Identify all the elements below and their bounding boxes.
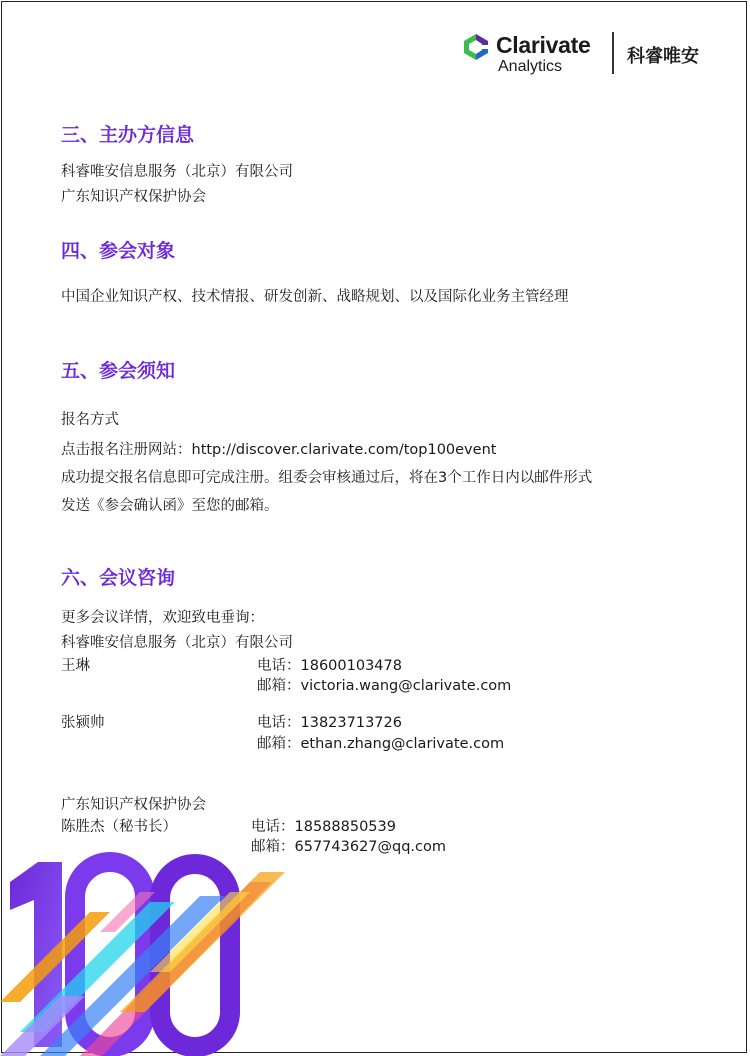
brand-name-cn: 科睿唯安 [627,46,699,67]
organizer-line: 科睿唯安信息服务（北京）有限公司 [61,164,293,180]
section-heading-contact: 六、会议咨询 [61,567,176,589]
contact-name: 王琳 [61,658,90,674]
contact-org: 科睿唯安信息服务（北京）有限公司 [61,635,293,651]
logo-divider [612,32,614,74]
contact-phone: 电话：18588850539 [251,819,396,835]
section-heading-notice: 五、参会须知 [61,360,176,382]
notice-line: 发送《参会确认函》至您的邮箱。 [61,498,279,514]
registration-link[interactable]: 点击报名注册网站：http://discover.clarivate.com/top100event [61,442,497,458]
contact-phone: 电话：13823713726 [257,715,402,731]
contact-intro: 更多会议详情，欢迎致电垂询： [61,610,264,626]
contact-name: 张颍帅 [61,715,105,731]
organizer-line: 广东知识产权保护协会 [61,189,206,205]
audience-line: 中国企业知识产权、技术情报、研发创新、战略规划、以及国际化业务主管经理 [61,289,569,305]
brand-subtitle: Analytics [498,58,563,75]
contact-phone: 电话：18600103478 [257,658,402,674]
notice-line: 报名方式 [61,412,119,428]
contact-name: 陈胜杰（秘书长） [61,819,177,835]
clarivate-mark-icon [460,32,492,62]
notice-line: 成功提交报名信息即可完成注册。组委会审核通过后，将在3个工作日内以邮件形式 [61,470,593,486]
top100-graphic-icon [0,852,300,1056]
contact-email[interactable]: 邮箱：657743627@qq.com [251,839,447,855]
contact-org: 广东知识产权保护协会 [61,797,206,813]
contact-email[interactable]: 邮箱：victoria.wang@clarivate.com [257,678,512,694]
section-heading-organizer: 三、主办方信息 [61,124,195,146]
contact-email[interactable]: 邮箱：ethan.zhang@clarivate.com [257,736,505,752]
section-heading-audience: 四、参会对象 [61,240,176,262]
brand-name: Clarivate [496,32,591,58]
clarivate-logo [460,28,720,80]
